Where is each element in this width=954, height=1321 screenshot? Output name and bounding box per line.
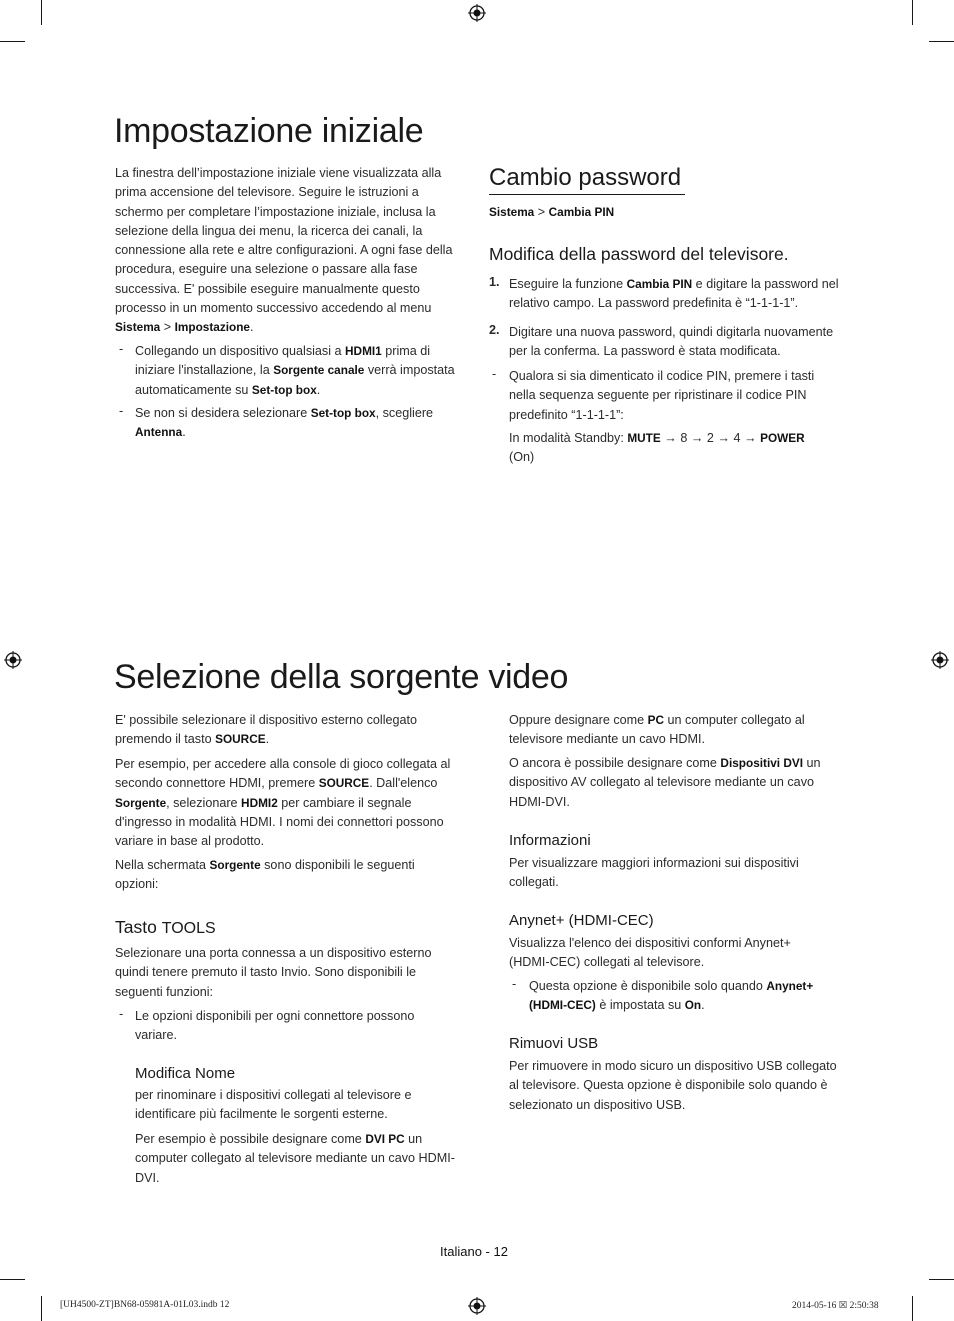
subtitle-tools-key: Tasto TOOLS — [115, 917, 216, 937]
password-step-2: Digitare una nuova password, quindi digitarla nuovamente per la conferma. La password è stata modificata. — [509, 325, 834, 359]
subtitle-anynet: Anynet+ (HDMI-CEC) — [509, 912, 654, 929]
rename-description: per rinominare i dispositivi collegati al televisore e identificare più facilmente le sorgenti esterne. — [135, 1088, 412, 1122]
rename-dvi-example: O ancora è possibile designare come Dispositivi DVI un dispositivo AV collegato al televisore mediante un cavo HDMI-DVI. — [509, 756, 821, 809]
initial-setup-note-hdmi: Collegando un dispositivo qualsiasi a HDMI1 prima di iniziare l'installazione, la Sorgente canale verrà impostata automaticamente su Set-top box. — [135, 344, 455, 397]
tools-description: Selezionare una porta connessa a un dispositivo esterno quindi tenere premuto il tasto Invio. Sono disponibili le seguenti funzioni: — [115, 946, 432, 999]
tools-note: Le opzioni disponibili per ogni connettore possono variare. — [135, 1009, 415, 1043]
registration-mark-icon — [4, 651, 22, 669]
source-example: Per esempio, per accedere alla console di gioco collegata al secondo connettore HDMI, premere SOURCE. Dall'elenco Sorgente, selezionare HDMI2 per cambiare il segnale d'ingresso in modalità HDMI. I nomi dei connettori possono variare in base al prodotto. — [115, 757, 451, 849]
information-description: Per visualizzare maggiori informazioni sui dispositivi collegati. — [509, 856, 799, 890]
crop-mark — [929, 41, 954, 42]
subtitle-modify-password: Modifica della password del televisore. — [489, 244, 789, 264]
standby-sequence: In modalità Standby: MUTE → 8 → 2 → 4 → POWER (On) — [509, 431, 805, 465]
subtitle-information: Informazioni — [509, 832, 591, 849]
password-step-1: Eseguire la funzione Cambia PIN e digitare la password nel relativo campo. La password predefinita è “1-1-1-1”. — [509, 277, 839, 311]
step-number: 1. — [489, 275, 500, 289]
crop-mark — [929, 1279, 954, 1280]
remove-usb-description: Per rimuovere in modo sicuro un dispositivo USB collegato al televisore. Questa opzione è disponibile solo quando è selezionato un dispositivo USB. — [509, 1059, 837, 1112]
crop-mark — [912, 1296, 913, 1321]
registration-mark-icon — [468, 4, 486, 22]
bullet-dash: - — [119, 1007, 124, 1021]
crop-mark — [0, 41, 25, 42]
subtitle-modify-name: Modifica Nome — [135, 1065, 236, 1082]
bullet-dash: - — [119, 342, 124, 356]
rename-example: Per esempio è possibile designare come DVI PC un computer collegato al televisore mediante un cavo HDMI-DVI. — [135, 1132, 455, 1185]
password-reset-note: Qualora si sia dimenticato il codice PIN, premere i tasti nella sequenza seguente per ripristinare il codice PIN predefinito “1-1-1-1”: — [509, 369, 815, 422]
menu-path: Sistema > Cambia PIN — [489, 205, 615, 219]
bullet-dash: - — [119, 404, 124, 418]
source-options-intro: Nella schermata Sorgente sono disponibili le seguenti opzioni: — [115, 858, 415, 892]
rename-pc-example: Oppure designare come PC un computer collegato al televisore mediante un cavo HDMI. — [509, 713, 805, 747]
footer-file-info: [UH4500-ZT]BN68-05981A-01L03.indb 12 — [60, 1300, 230, 1310]
page-title-video-source: Selezione della sorgente video — [114, 658, 569, 696]
bullet-dash: - — [492, 367, 497, 381]
source-intro: E' possibile selezionare il dispositivo esterno collegato premendo il tasto SOURCE. — [115, 713, 418, 747]
crop-mark — [41, 0, 42, 25]
bullet-dash: - — [512, 977, 517, 991]
initial-setup-intro: La finestra dell’impostazione iniziale viene visualizzata alla prima accensione del televisore. Seguire le istruzioni a schermo per completare l’impostazione iniziale, inclusa la selezione della lingua dei menu, la ricerca dei canali, la connessione alla rete e altre configurazioni. A ogni fase della procedura, eseguire una selezione o passare alla fase successiva. E' possibile eseguire manualmente questo processo in un momento successivo accedendo al menu Sistema > Impostazione. — [115, 166, 453, 335]
registration-mark-icon — [468, 1297, 486, 1315]
registration-mark-icon — [931, 651, 949, 669]
page-title-initial-setup: Impostazione iniziale — [114, 112, 424, 150]
anynet-description: Visualizza l'elenco dei dispositivi conformi Anynet+ (HDMI-CEC) collegati al televisore. — [509, 936, 791, 970]
title-underline — [489, 194, 685, 195]
crop-mark — [0, 1279, 25, 1280]
step-number: 2. — [489, 323, 500, 337]
anynet-note: Questa opzione è disponibile solo quando Anynet+ (HDMI-CEC) è impostata su On. — [529, 979, 814, 1013]
footer-timestamp: 2014-05-16 ☒ 2:50:38 — [792, 1301, 879, 1311]
initial-setup-note-antenna: Se non si desidera selezionare Set-top box, scegliere Antenna. — [135, 406, 434, 440]
crop-mark — [41, 1296, 42, 1321]
subtitle-remove-usb: Rimuovi USB — [509, 1035, 599, 1052]
page-number: Italiano - 12 — [440, 1244, 508, 1259]
crop-mark — [912, 0, 913, 25]
section-title-change-password: Cambio password — [489, 164, 682, 191]
